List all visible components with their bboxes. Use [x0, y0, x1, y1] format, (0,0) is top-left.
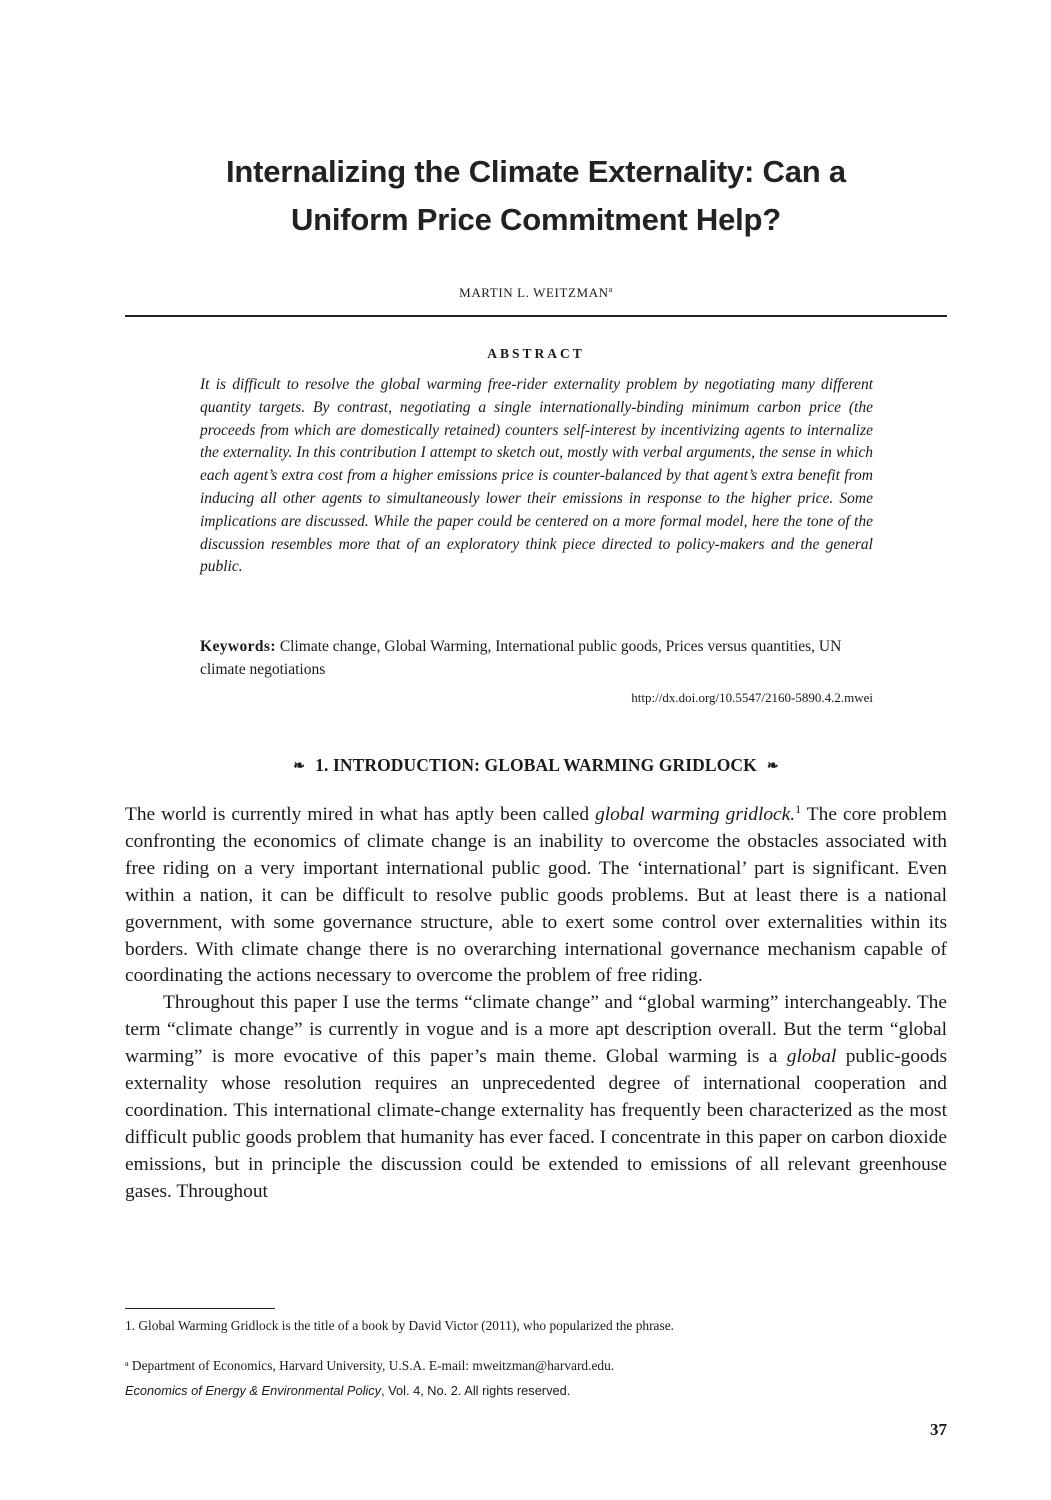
affiliation-marker: a — [125, 1359, 129, 1368]
left-ornament-icon: ❧ — [293, 759, 306, 774]
header-rule — [125, 315, 947, 317]
footnote: 1. Global Warming Gridlock is the title of a book by David Victor (2011), who popularized the phrase. — [125, 1318, 674, 1333]
footnote-ref[interactable]: 1 — [795, 802, 802, 816]
affiliation-text: Department of Economics, Harvard University, U.S.A. E-mail: mweitzman@harvard.edu. — [128, 1358, 615, 1373]
keywords-text: Climate change, Global Warming, International public goods, Prices versus quantities, UN climate negotiations — [200, 638, 842, 678]
keywords-label: Keywords: — [200, 638, 276, 655]
journal-name: Economics of Energy & Environmental Policy — [125, 1383, 382, 1398]
author-line — [125, 285, 947, 301]
title-line-2: Uniform Price Commitment Help? — [290, 202, 782, 237]
keywords — [200, 636, 873, 682]
p1-italic: global warming gridlock. — [595, 804, 796, 825]
p1-start: The world is currently mired in what has aptly been called — [125, 804, 596, 825]
section-title: 1. INTRODUCTION: GLOBAL WARMING GRIDLOCK — [315, 755, 757, 775]
journal-rest: , Vol. 4, No. 2. All rights reserved. — [381, 1383, 571, 1398]
abstract-heading: ABSTRACT — [487, 346, 585, 361]
abstract-text: It is difficult to resolve the global warming free-rider externality problem by negotiating many different quantity targets. By contrast, negotiating a single internationally-binding minimum carbon price (the proceeds from which are domestically retained) counters self-interest by incentivizing agents to internalize the externality. In this contribution I attempt to sketch out, mostly with verbal arguments, the sense in which each agent’s extra cost from a higher emissions price is counter-balanced by that agent’s extra benefit from inducing all other agents to simultaneously lower their emissions in response to the higher price. Some implications are discussed. While the paper could be centered on a more formal model, here the tone of the discussion resembles more that of an exploratory think piece directed to policy-makers and the general public. — [200, 376, 873, 576]
page-number: 37 — [930, 1420, 947, 1439]
author-affiliation-marker: a — [608, 285, 613, 294]
doi-link[interactable]: http://dx.doi.org/10.5547/2160-5890.4.2.mwei — [631, 690, 873, 705]
paper-title — [125, 148, 947, 244]
author-name: MARTIN L. WEITZMAN — [459, 285, 609, 300]
p2-start: Throughout this paper I use the terms “climate change” and “global warming” interchangeably. The term “climate change” is currently in vogue and is a more apt description overall. But the term “global warming” is more evocative of this paper’s main theme. Global warming is a — [125, 992, 947, 1068]
p2-italic: global — [786, 1046, 837, 1068]
right-ornament-icon: ❧ — [766, 759, 779, 774]
p1-rest: The core problem confronting the economics of climate change is an inability to overcome the obstacles associated with free riding on a very important international public good. The ‘international’ part is significant. Even within a nation, it can be difficult to resolve public goods problems. But at least there is a national government, with some governance structure, able to exert some control over externalities within its borders. With climate change there is no overarching international governance mechanism capable of coordinating the actions necessary to overcome the problem of free riding. — [125, 804, 947, 987]
paragraph-2 — [125, 990, 947, 1205]
section-heading — [125, 755, 947, 776]
paragraph-1 — [125, 802, 947, 990]
journal-line — [125, 1383, 947, 1398]
p2-rest: public-goods externality whose resolution requires an unprecedented degree of international cooperation and coordination. This international climate-change externality has frequently been characterized as the most difficult public goods problem that humanity has ever faced. I concentrate in this paper on carbon dioxide emissions, but in principle the discussion could be extended to emissions of all relevant greenhouse gases. Throughout — [125, 1046, 947, 1202]
footnote-rule — [125, 1308, 275, 1309]
body-text — [125, 802, 947, 1206]
affiliation — [125, 1358, 947, 1374]
title-line-1: Internalizing the Climate Externality: Can a — [226, 154, 846, 189]
